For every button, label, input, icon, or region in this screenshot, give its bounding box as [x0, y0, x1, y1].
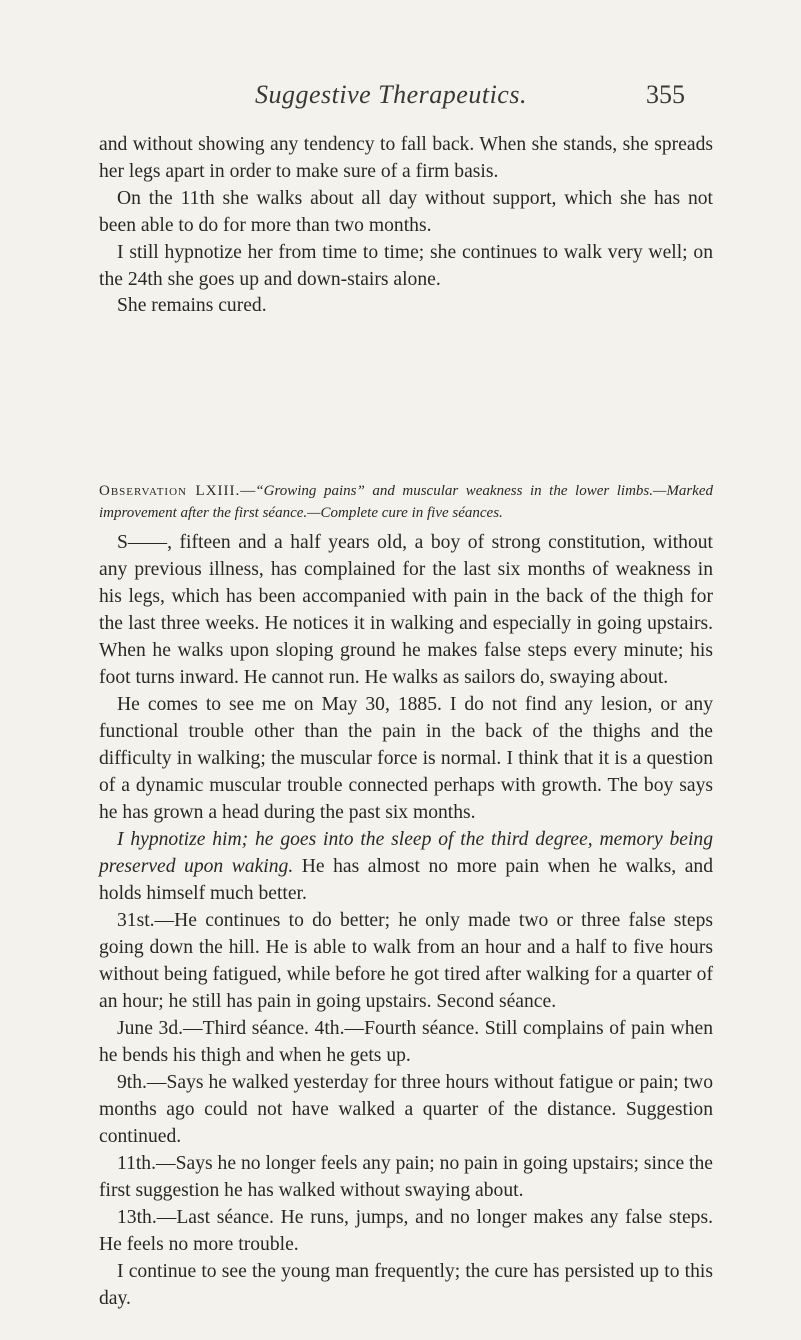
- page-header: [0, 80, 801, 120]
- running-title: Suggestive Therapeutics.: [255, 80, 527, 109]
- paragraph: On the 11th she walks about all day without support, which she has not been able to do for more than two months.: [99, 187, 713, 236]
- paragraph: He comes to see me on May 30, 1885. I do not find any lesion, or any functional trouble other than the pain in the back of the thighs and the difficulty in walking; the muscular force is normal. I think that it is a question of a dynamic muscular trouble connected perhaps with growth. The boy says he has grown a head during the past six months.: [99, 694, 713, 823]
- paragraph: 11th.—Says he no longer feels any pain; no pain in going upstairs; since the first suggestion he has walked without swaying about.: [99, 1153, 713, 1201]
- paragraph: I still hypnotize her from time to time; she continues to walk very well; on the 24th she goes up and down-stairs alone.: [99, 241, 713, 290]
- paragraph: I continue to see the young man frequently; the cure has persisted up to this day.: [99, 1261, 713, 1309]
- observation-heading: [99, 480, 713, 524]
- paragraph: S——, fifteen and a half years old, a boy of strong constitution, without any previous illness, has complained for the last six months of weakness in his legs, which has been accompanied with pain in the back of the thigh for the last three weeks. He notices it in walking and especially in going upstairs. When he walks upon sloping ground he makes false steps every minute; his foot turns inward. He cannot run. He walks as sailors do, swaying about.: [99, 532, 713, 688]
- paragraph: and without showing any tendency to fall back. When she stands, she spreads her legs apart in order to make sure of a firm basis.: [99, 134, 713, 182]
- paragraph: [99, 826, 713, 907]
- paragraph: She remains cured.: [117, 295, 267, 317]
- hypnosis-rest: He has almost no more pain when he walks, and holds himself much better.: [99, 856, 714, 904]
- paragraph: 31st.—He continues to do better; he only made two or three false steps going down the hill. He is able to walk from an hour and a half to five hours without being fatigued, while before he got tired after walking for a quarter of an hour; he still has pain in going upstairs. Second séance.: [99, 910, 713, 1012]
- paragraph: 9th.—Says he walked yesterday for three hours without fatigue or pain; two months ago could not have walked a quarter of the distance. Suggestion continued.: [99, 1072, 713, 1147]
- continued-text: [99, 132, 713, 320]
- paragraph: 13th.—Last séance. He runs, jumps, and no longer makes any false steps. He feels no more trouble.: [99, 1207, 713, 1255]
- page-number: 355: [646, 80, 685, 109]
- paragraph: June 3d.—Third séance. 4th.—Fourth séance. Still complains of pain when he bends his thigh and when he gets up.: [99, 1018, 713, 1066]
- observation-title: “Growing pains” and muscular weakness in the lower limbs.—Marked improvement after the first séance.—Complete cure in five séances.: [99, 483, 713, 521]
- hypnosis-italic: I hypnotize him; he goes into the sleep of the third degree, memory being preserved upon waking.: [99, 829, 713, 877]
- observation-label: Observation LXIII.: [99, 483, 241, 499]
- observation-dash: —: [240, 483, 256, 499]
- case-text: [99, 529, 713, 1312]
